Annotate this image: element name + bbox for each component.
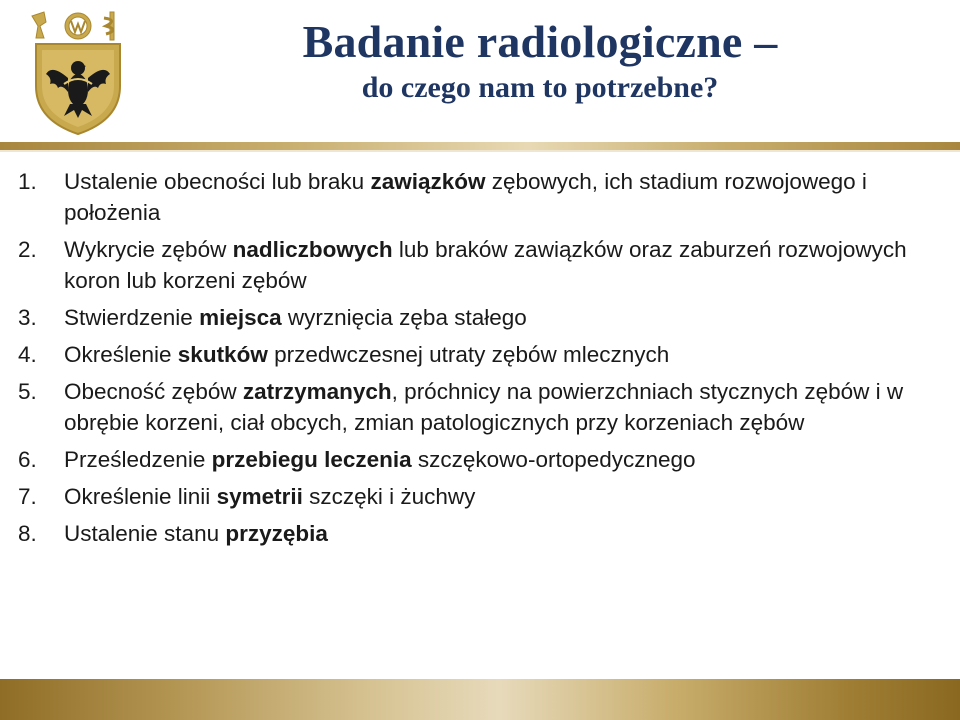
body-text: Określenie [64,342,178,367]
body-text: zębowych, ich stadium rozwojowego i położenia [64,169,867,225]
list-item-number: 2. [18,237,37,262]
list-item [0,302,960,333]
list-item-text [64,237,907,293]
body-text: szczęki i żuchwy [302,484,476,509]
list-item-text [64,169,867,225]
list-item [0,376,960,438]
body-text: Ustalenie stanu [64,521,226,546]
body-text: Określenie linii [64,484,217,509]
body-text: lub braków zawiązków oraz zaburzeń rozwojowych koron lub korzeni zębów [64,237,907,293]
emphasis-text: symetrii [216,484,303,509]
emphasis-text: zatrzymanych [242,379,392,404]
list-item-text [64,342,669,367]
emphasis-text: skutków [177,342,268,367]
numbered-list [0,166,960,555]
university-crest-icon [22,8,134,136]
body-text: Wykrycie zębów [64,237,233,262]
list-item-number: 7. [18,484,37,509]
list-item-number: 3. [18,305,37,330]
list-item-number: 8. [18,521,37,546]
list-item [0,339,960,370]
list-item-text [64,447,696,472]
body-text: szczękowo-ortopedycznego [411,447,696,472]
list-item [0,481,960,512]
body-text: przedwczesnej utraty zębów mlecznych [267,342,670,367]
list-item [0,234,960,296]
list-item [0,444,960,475]
emphasis-text: przyzębia [225,521,328,546]
list-item [0,518,960,549]
list-item-text [64,379,903,435]
list-item-number: 1. [18,169,37,194]
list-item-text [64,484,475,509]
list-item [0,166,960,228]
body-text: Stwierdzenie [64,305,200,330]
body-text: wyrznięcia zęba stałego [281,305,527,330]
header-divider [0,142,960,150]
slide-title [150,14,930,106]
body-text: , próchnicy na powierzchniach stycznych zębów i w obrębie korzeni, ciał obcych, zmian patologicznych przy korzeniach zębów [64,379,904,435]
title-line-main: Badanie radiologiczne – [302,16,778,67]
title-line-sub: do czego nam to potrzebne? [361,71,719,104]
list-item-text [64,521,328,546]
header-divider-shadow [0,150,960,152]
emphasis-text: miejsca [199,305,282,330]
emphasis-text: zawiązków [370,169,486,194]
body-text: Prześledzenie [64,447,212,472]
footer-bar [0,679,960,720]
list-item-number: 5. [18,379,37,404]
list-item-number: 4. [18,342,37,367]
list-item-text [64,305,527,330]
list-item-number: 6. [18,447,37,472]
body-text: Ustalenie obecności lub braku [64,169,371,194]
body-text: Obecność zębów [64,379,243,404]
emphasis-text: przebiegu leczenia [211,447,412,472]
emphasis-text: nadliczbowych [232,237,393,262]
